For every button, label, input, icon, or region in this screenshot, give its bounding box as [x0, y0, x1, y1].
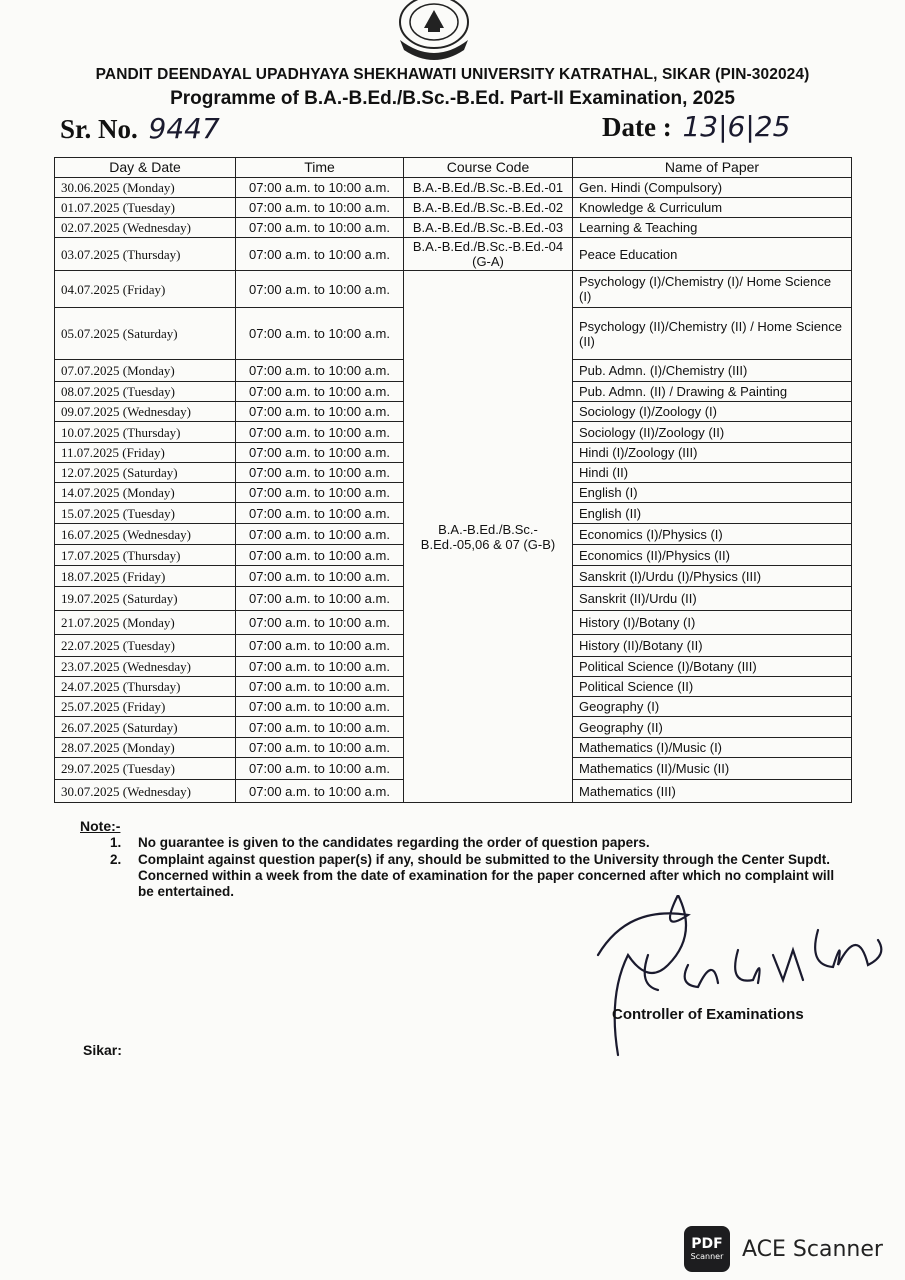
- notes-title: Note:-: [80, 818, 121, 834]
- schedule-body: [55, 178, 852, 803]
- cell-time: 07:00 a.m. to 10:00 a.m.: [236, 524, 404, 545]
- cell-day-date: 26.07.2025 (Saturday): [55, 717, 236, 738]
- cell-day-date: 04.07.2025 (Friday): [55, 271, 236, 308]
- cell-time: 07:00 a.m. to 10:00 a.m.: [236, 271, 404, 308]
- badge-top-text: PDF: [691, 1235, 723, 1252]
- note-number: 1.: [110, 835, 122, 850]
- cell-time: 07:00 a.m. to 10:00 a.m.: [236, 758, 404, 780]
- cell-paper-name: English (II): [573, 503, 852, 524]
- header-course-code: Course Code: [404, 158, 573, 178]
- cell-paper-name: Pub. Admn. (I)/Chemistry (III): [573, 360, 852, 382]
- cell-course-code: B.A.-B.Ed./B.Sc.-B.Ed.-01: [404, 178, 573, 198]
- cell-time: 07:00 a.m. to 10:00 a.m.: [236, 780, 404, 803]
- header-time: Time: [236, 158, 404, 178]
- cell-time: 07:00 a.m. to 10:00 a.m.: [236, 717, 404, 738]
- cell-time: 07:00 a.m. to 10:00 a.m.: [236, 308, 404, 360]
- cell-time: 07:00 a.m. to 10:00 a.m.: [236, 738, 404, 758]
- cell-day-date: 24.07.2025 (Thursday): [55, 677, 236, 697]
- cell-day-date: 28.07.2025 (Monday): [55, 738, 236, 758]
- cell-day-date: 30.07.2025 (Wednesday): [55, 780, 236, 803]
- cell-day-date: 05.07.2025 (Saturday): [55, 308, 236, 360]
- note-item: [80, 835, 840, 851]
- cell-paper-name: Economics (II)/Physics (II): [573, 545, 852, 566]
- notes-section: [80, 818, 840, 900]
- cell-paper-name: History (II)/Botany (II): [573, 635, 852, 657]
- table-header-row: [55, 158, 852, 178]
- cell-time: 07:00 a.m. to 10:00 a.m.: [236, 483, 404, 503]
- table-row: [55, 178, 852, 198]
- cell-time: 07:00 a.m. to 10:00 a.m.: [236, 566, 404, 587]
- note-text: Complaint against question paper(s) if any, should be submitted to the University through the Center Supdt. Concerned within a week from the date of examination for the paper concerned after which no complaint will be entertained.: [138, 852, 835, 899]
- controller-signature: [588, 895, 898, 1075]
- cell-day-date: 22.07.2025 (Tuesday): [55, 635, 236, 657]
- cell-paper-name: Sociology (II)/Zoology (II): [573, 422, 852, 443]
- cell-time: 07:00 a.m. to 10:00 a.m.: [236, 178, 404, 198]
- serial-value: 9447: [148, 112, 220, 145]
- pdf-scanner-icon: [684, 1226, 730, 1272]
- cell-course-code: B.A.-B.Ed./B.Sc.-B.Ed.-04 (G-A): [404, 238, 573, 271]
- cell-day-date: 23.07.2025 (Wednesday): [55, 657, 236, 677]
- date-label: Date :: [602, 112, 672, 142]
- table-row: [55, 271, 852, 308]
- university-name: PANDIT DEENDAYAL UPADHYAYA SHEKHAWATI UNIVERSITY KATRATHAL, SIKAR (PIN-302024): [95, 66, 810, 83]
- cell-time: 07:00 a.m. to 10:00 a.m.: [236, 611, 404, 635]
- cell-time: 07:00 a.m. to 10:00 a.m.: [236, 198, 404, 218]
- cell-day-date: 17.07.2025 (Thursday): [55, 545, 236, 566]
- cell-day-date: 08.07.2025 (Tuesday): [55, 382, 236, 402]
- cell-course-code: B.A.-B.Ed./B.Sc.-B.Ed.-02: [404, 198, 573, 218]
- cell-paper-name: Economics (I)/Physics (I): [573, 524, 852, 545]
- serial-number: [60, 112, 220, 145]
- cell-day-date: 12.07.2025 (Saturday): [55, 463, 236, 483]
- cell-time: 07:00 a.m. to 10:00 a.m.: [236, 635, 404, 657]
- cell-paper-name: Hindi (II): [573, 463, 852, 483]
- badge-bottom-text: Scanner: [690, 1251, 724, 1261]
- cell-paper-name: Hindi (I)/Zoology (III): [573, 443, 852, 463]
- cell-paper-name: Learning & Teaching: [573, 218, 852, 238]
- cell-time: 07:00 a.m. to 10:00 a.m.: [236, 657, 404, 677]
- cell-paper-name: Peace Education: [573, 238, 852, 271]
- cell-paper-name: English (I): [573, 483, 852, 503]
- issue-date: [602, 110, 790, 143]
- cell-day-date: 01.07.2025 (Tuesday): [55, 198, 236, 218]
- cell-paper-name: Sociology (I)/Zoology (I): [573, 402, 852, 422]
- exam-schedule-table: [54, 157, 852, 803]
- cell-paper-name: Sanskrit (I)/Urdu (I)/Physics (III): [573, 566, 852, 587]
- cell-time: 07:00 a.m. to 10:00 a.m.: [236, 218, 404, 238]
- cell-time: 07:00 a.m. to 10:00 a.m.: [236, 677, 404, 697]
- cell-day-date: 30.06.2025 (Monday): [55, 178, 236, 198]
- cell-paper-name: Geography (I): [573, 697, 852, 717]
- cell-paper-name: Pub. Admn. (II) / Drawing & Painting: [573, 382, 852, 402]
- cell-time: 07:00 a.m. to 10:00 a.m.: [236, 360, 404, 382]
- cell-paper-name: History (I)/Botany (I): [573, 611, 852, 635]
- header-paper-name: Name of Paper: [573, 158, 852, 178]
- scanner-watermark: [684, 1226, 883, 1272]
- header-day-date: Day & Date: [55, 158, 236, 178]
- cell-time: 07:00 a.m. to 10:00 a.m.: [236, 443, 404, 463]
- cell-time: 07:00 a.m. to 10:00 a.m.: [236, 587, 404, 611]
- cell-time: 07:00 a.m. to 10:00 a.m.: [236, 238, 404, 271]
- scanner-app-name: ACE Scanner: [742, 1236, 883, 1262]
- cell-paper-name: Mathematics (II)/Music (II): [573, 758, 852, 780]
- cell-paper-name: Political Science (I)/Botany (III): [573, 657, 852, 677]
- cell-paper-name: Geography (II): [573, 717, 852, 738]
- cell-day-date: 29.07.2025 (Tuesday): [55, 758, 236, 780]
- cell-day-date: 14.07.2025 (Monday): [55, 483, 236, 503]
- table-row: [55, 238, 852, 271]
- cell-paper-name: Gen. Hindi (Compulsory): [573, 178, 852, 198]
- serial-label: Sr. No.: [60, 114, 138, 144]
- cell-day-date: 11.07.2025 (Friday): [55, 443, 236, 463]
- cell-course-code: B.A.-B.Ed./B.Sc.-B.Ed.-03: [404, 218, 573, 238]
- cell-time: 07:00 a.m. to 10:00 a.m.: [236, 545, 404, 566]
- cell-paper-name: Knowledge & Curriculum: [573, 198, 852, 218]
- cell-day-date: 02.07.2025 (Wednesday): [55, 218, 236, 238]
- cell-paper-name: Psychology (II)/Chemistry (II) / Home Science (II): [573, 308, 852, 360]
- cell-paper-name: Mathematics (I)/Music (I): [573, 738, 852, 758]
- cell-day-date: 15.07.2025 (Tuesday): [55, 503, 236, 524]
- cell-time: 07:00 a.m. to 10:00 a.m.: [236, 503, 404, 524]
- cell-time: 07:00 a.m. to 10:00 a.m.: [236, 697, 404, 717]
- cell-day-date: 18.07.2025 (Friday): [55, 566, 236, 587]
- programme-title: Programme of B.A.-B.Ed./B.Sc.-B.Ed. Part-II Examination, 2025: [170, 88, 735, 109]
- cell-day-date: 10.07.2025 (Thursday): [55, 422, 236, 443]
- cell-day-date: 07.07.2025 (Monday): [55, 360, 236, 382]
- note-number: 2.: [110, 852, 122, 867]
- controller-title: Controller of Examinations: [612, 1006, 804, 1023]
- note-text: No guarantee is given to the candidates regarding the order of question papers.: [138, 835, 650, 850]
- cell-day-date: 19.07.2025 (Saturday): [55, 587, 236, 611]
- table-row: [55, 218, 852, 238]
- cell-paper-name: Psychology (I)/Chemistry (I)/ Home Science (I): [573, 271, 852, 308]
- cell-day-date: 03.07.2025 (Thursday): [55, 238, 236, 271]
- cell-course-code-merged: B.A.-B.Ed./B.Sc.-B.Ed.-05,06 & 07 (G-B): [404, 271, 573, 803]
- cell-time: 07:00 a.m. to 10:00 a.m.: [236, 402, 404, 422]
- cell-day-date: 21.07.2025 (Monday): [55, 611, 236, 635]
- place-label: Sikar:: [83, 1042, 122, 1058]
- university-seal-logo: [392, 0, 476, 60]
- date-value: 13|6|25: [682, 110, 791, 143]
- cell-time: 07:00 a.m. to 10:00 a.m.: [236, 422, 404, 443]
- cell-day-date: 09.07.2025 (Wednesday): [55, 402, 236, 422]
- cell-paper-name: Sanskrit (II)/Urdu (II): [573, 587, 852, 611]
- cell-day-date: 16.07.2025 (Wednesday): [55, 524, 236, 545]
- cell-day-date: 25.07.2025 (Friday): [55, 697, 236, 717]
- cell-time: 07:00 a.m. to 10:00 a.m.: [236, 463, 404, 483]
- cell-time: 07:00 a.m. to 10:00 a.m.: [236, 382, 404, 402]
- cell-paper-name: Mathematics (III): [573, 780, 852, 803]
- table-row: [55, 198, 852, 218]
- note-item: [80, 852, 840, 900]
- cell-paper-name: Political Science (II): [573, 677, 852, 697]
